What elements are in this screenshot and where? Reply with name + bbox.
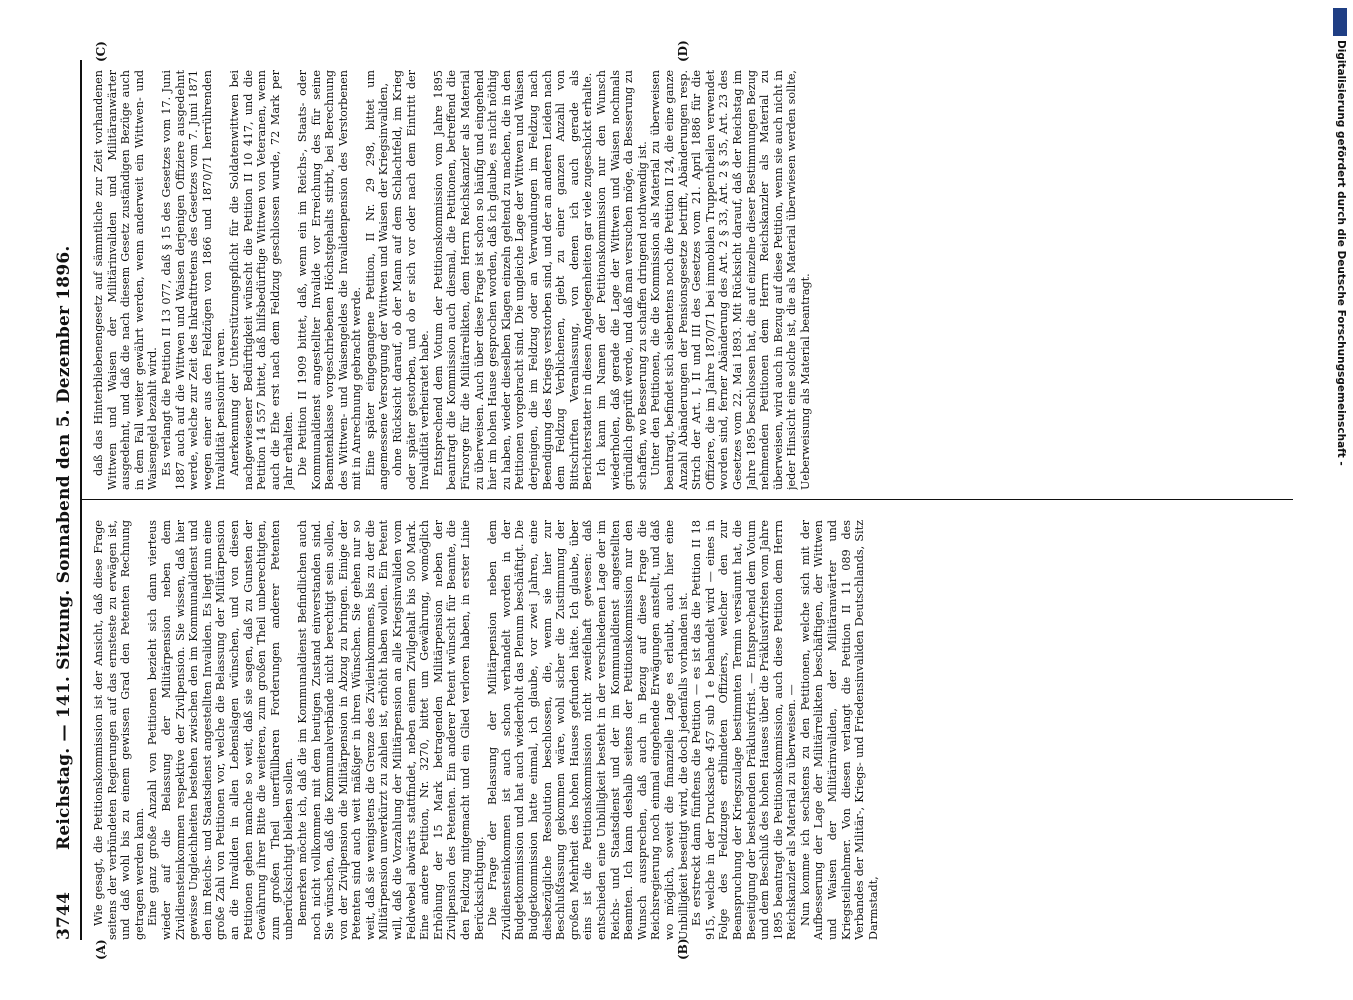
paragraph: Nun komme ich sechstens zu den Petitionen, welche sich mit der Aufbesserung der Lage der Militärrelikten beschäftigen, der Wittwen und Waisen der Militärinvaliden, der Militäranwärter und Kriegsteilnehmer. Von diesen verlangt die Petition II 11 089 des Verbandes der Militär-, Kriegs- und Friedensinvaliden Deutschlands, Sitz Darmstadt, — [798, 520, 880, 940]
margin-marker-d: (D) — [676, 40, 690, 62]
paragraph: Eine ganz große Anzahl von Petitionen bezieht sich dann vierteus wieder auf die Belassung der Militärpension neben dem Zivildiensteinkommen respektive der Zivilpension. Sie wissen, daß hier gewisse Ungleichheiten bestehen zwischen den im Kommunaldienst und den im Reichs- und Staatsdienst angestellten Invaliden. Es liegt nun eine große Zahl von Petitionen vor, welche die Belassung der Militärpension an die Invaliden in allen Lebenslagen wünschen, und von diesen Petitionen gehen manche so weit, daß sie sagen, daß zu Gunsten der Gewährung ihrer Bitte die weiteren, zum großen Theil unberechtigten, zum großen Theil unerfüllbaren Forderungen anderer Petenten unberücksichtigt bleiben sollen. — [146, 520, 296, 940]
paragraph: Unter den Petitionen, die die Kommission als Material zu überweisen beantragt, befindet sich siebentens noch die Petition II 24, die eine ganze Anzahl Abänderungen der Pensionsgesetze betrifft, Abänderungen resp. Strich der Art. I, II und III des Gesetzes vom 21. April 1886 für die Offiziere, die im Jahre 1870/71 bei immobilen Truppentheilen verwendet worden sind, ferner Abänderung des Art. 2 § 33, Art. 2 § 35, Art. 23 des Gesetzes vom 22. Mai 1893. Mit Rücksicht darauf, daß der Reichstag im Jahre 1895 beschlossen hat, die auf einzelne dieser Bestimmungen Bezug nehmenden Petitionen dem Herrn Reichskanzler als Material zu überweisen, wird auch in Bezug auf diese Petition, wenn sie auch nicht in jeder Hinsicht eine solche ist, die als Material überwiesen werden sollte, Ueberweisung als Material beantragt. — [649, 70, 812, 490]
digitization-credit: Digitalisierung gefördert durch die Deutsche Forschungsgemeinschaft - — [1335, 40, 1347, 466]
paragraph: Bemerken möchte ich, daß die im Kommunaldienst Befindlichen auch noch nicht vollkommen mit dem heutigen Zustand einverstanden sind. Sie wünschen, daß die Kommunalverbände nicht berechtigt sein sollen, von der Zivilpension die Militärpension in Abzug zu bringen. Einige der Petenten sind auch weit mäßiger in ihren Wünschen. Sie gehen nur so weit, daß sie wenigstens die Grenze des Zivileinkommens, bis zu der die Militärpension unverkürzt zu zahlen ist, erhöht haben wollen. Ein Petent will, daß die Vorzahlung der Militärpension an alle Kriegsinvaliden vom Feldwebel abwärts stattfindet, neben einem Zivilgehalt bis 500 Mark. Eine andere Petition, Nr. 3270, bittet um Gewährung, womöglich Erhöhung der 15 Mark betragenden Militärpension neben der Zivilpension des Petenten. Ein anderer Petent wünscht für Beamte, die den Feldzug mitgemacht und ein Glied verloren haben, in erster Linie Berücksichtigung. — [295, 520, 486, 940]
paragraph: Es erstreckt dann fünftens die Petition — es ist das die Petition II 18 915, welche in der Drucksache 457 sub 1 e behandelt wird — eines in Folge des Feldzuges erblindeten Offiziers, welcher den zur Beanspruchung der Kriegszulage bestimmten Termin versäumt hat, die Beseitigung der bestehenden Präklusivfrist. — Entsprechend dem Votum und dem Beschluß des hohen Hauses über die Präklusivfristen vom Jahre 1895 beantragt die Petitionskommission, auch diese Petition dem Herrn Reichskanzler als Material zu überweisen. — — [690, 520, 799, 940]
left-text-column — [92, 520, 1283, 940]
margin-marker-a: (A) — [94, 939, 108, 960]
paragraph: Entsprechend dem Votum der Petitionskommission vom Jahre 1895 beantragt die Kommission auch diesmal, die Petitionen, betreffend die Fürsorge für die Militärrelikten, dem Herrn Reichskanzler als Material zu überweisen. Auch über diese Frage ist schon so häufig und eingehend hier im hohen Hause gesprochen worden, daß ich glaube, es nicht nöthig zu haben, wieder dieselben Klagen einzeln geltend zu machen, die in den Petitionen vorgebracht sind. Die ungleiche Lage der Wittwen und Waisen derjenigen, die im Feldzug oder an Verwundungen im Feldzug nach Beendigung des Kriegs verstorben sind, und der an anderen Leiden nach dem Feldzug Verblichenen, giebt zu einer ganzen Anzahl von Bittschriften Veranlassung, von denen ich auch gerade als Berichterstatter in diesen Angelegenheiten gar viele zugeschickt erhalte. — [431, 70, 595, 490]
page-header — [54, 60, 80, 940]
margin-marker-b: (B) — [676, 938, 690, 960]
paragraph: daß das Hinterbliebenengesetz auf sämmtliche zur Zeit vorhandenen Wittwen und Waisen der Militärinvaliden und Militäranwärter ausgedehnt, und daß die nach diesem Gesetz zuständigen Bezüge auch in dem Fall weiter gewährt werden, wenn anderweit ein Wittwen- und Waisengeld bezahlt wird. — [92, 70, 160, 490]
digitization-credit-strip — [1319, 0, 1349, 1000]
header-rule — [80, 60, 82, 940]
paragraph: Es verlangt die Petition II 13 077, daß § 15 des Gesetzes vom 17. Juni 1887 auch auf die Wittwen und Waisen derjenigen Offiziere ausgedehnt werde, welche zur Zeit des Inkrafttretens des Gesetzes vom 7. Juni 1871 wegen einer aus den Feldzügen von 1866 und 1870/71 herrührenden Invalidität pensionirt waren. — [159, 70, 228, 490]
dfg-logo — [1333, 8, 1347, 36]
paragraph: Anerkennung der Unterstützungspflicht für die Soldatenwittwen bei nachgewiesener Bedürftigkeit wünscht die Petition II 10 417, und die Petition 14 557 bittet, daß hilfsbedürftige Wittwen von Veteranen, wenn auch die Ehe erst nach dem Feldzug geschlossen wurde, 72 Mark per Jahr erhalten. — [227, 70, 296, 490]
right-text-column — [92, 70, 1283, 490]
column-divider — [82, 499, 1293, 500]
paragraph: Eine später eingegangene Petition, II Nr. 29 298, bittet um angemessene Versorgung der Wittwen und Waisen der Kriegsinvaliden, — [363, 70, 391, 490]
scanned-page — [36, 40, 1293, 960]
running-title: Reichstag. — 141. Sitzung. Sonnabend den 5. Dezember 1896. — [54, 245, 74, 850]
margin-marker-c: (C) — [94, 41, 108, 62]
paragraph: Wie gesagt, die Petitionskommission ist der Ansicht, daß diese Frage seitens der verbündeten Regierungen auf das ernsteste zu erwägen ist, und daß wohl bis zu einem gewissen Grad den Petenten Rechnung getragen werden kann. — [92, 520, 146, 940]
paragraph: Ich kann im Namen der Petitionskommission nur den Wunsch wiederholen, daß gerade die Lage der Wittwen und Waisen nochmals gründlich geprüft werde, und daß man versuchen möge, da Besserung zu schaffen, wo Besserung zu schaffen dringend nothwendig ist. — [594, 70, 649, 490]
paragraph: Die Frage der Belassung der Militärpension neben dem Zivildiensteinkommen ist auch schon verhandelt worden in der Budgetkommission und hat auch wiederholt das Plenum beschäftigt. Die Budgetkommission hatte einmal, ich glaube, vor zwei Jahren, eine diesbezügliche Resolution beschlossen, die, wenn sie hier zur Beschlußfassung gekommen wäre, wohl sicher die Zustimmung der großen Mehrheit des hohen Hauses gefunden hätte. Ich glaube, über eins ist die Petitionskommission nicht zweifelhaft gewesen: daß entschieden eine Unbilligkeit besteht in der verschiedenen Lage der im Reichs- und Staatsdienst und der im Kommunaldienst angestellten Beamten. Ich kann deshalb seitens der Petitionskommission nur den Wunsch aussprechen, daß auch in Bezug auf diese Frage die Reichsregierung noch einmal eingehende Erwägungen anstellt, und daß wo möglich, soweit die finanzielle Lage es erlaubt, auch hier eine Unbilligkeit beseitigt wird, die doch jedenfalls vorhanden ist. — [486, 520, 690, 940]
paragraph: Die Petition II 1909 bittet, daß, wenn ein im Reichs-, Staats- oder Kommunaldienst angestellter Invalide vor Erreichung des für seine Beamtenklasse vorgeschriebenen Höchstgehalts stirbt, bei Berechnung des Wittwen- und Waisengeldes die Invalidenpension des Verstorbenen mit in Anrechnung gebracht werde. — [295, 70, 364, 490]
paragraph: ohne Rücksicht darauf, ob der Mann auf dem Schlachtfeld, im Krieg oder später gestorben, und ob er sich vor oder nach dem Eintritt der Invalidität verheiratet habe. — [391, 70, 432, 490]
page-number: 3744 — [54, 891, 74, 940]
